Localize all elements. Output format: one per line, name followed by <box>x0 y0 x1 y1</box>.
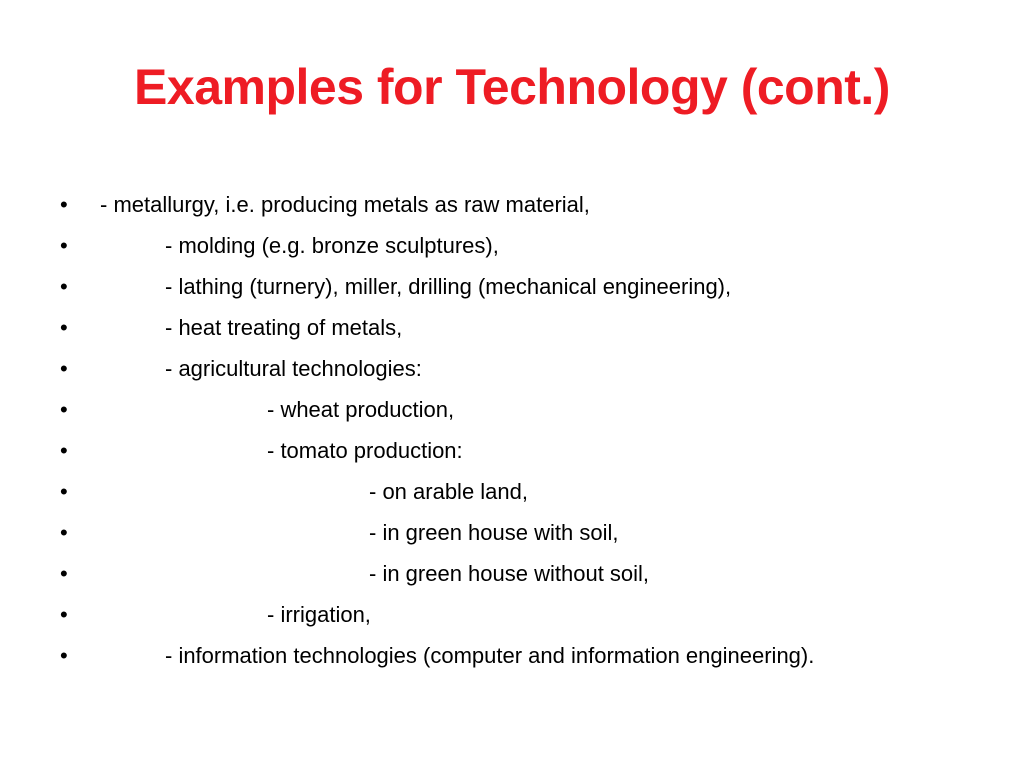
bullet-item <box>0 348 1024 389</box>
bullet-dot-icon: • <box>60 315 68 340</box>
bullet-item <box>0 307 1024 348</box>
bullet-item <box>0 512 1024 553</box>
bullet-text: - agricultural technologies: <box>165 356 422 381</box>
bullet-dot-icon: • <box>60 479 68 504</box>
bullet-item <box>0 266 1024 307</box>
bullet-text: - irrigation, <box>267 602 371 627</box>
bullet-item <box>0 389 1024 430</box>
bullet-item <box>0 471 1024 512</box>
bullet-text: - tomato production: <box>267 438 463 463</box>
bullet-text: - wheat production, <box>267 397 455 422</box>
bullet-text: - molding (e.g. bronze sculptures), <box>165 233 499 258</box>
bullet-text: - on arable land, <box>369 479 528 504</box>
bullet-text: - information technologies (computer and information engineering). <box>165 643 815 668</box>
bullet-list <box>0 184 1024 676</box>
bullet-dot-icon: • <box>60 438 68 463</box>
bullet-dot-icon: • <box>60 602 68 627</box>
slide-title: Examples for Technology (cont.) <box>134 59 890 115</box>
bullet-item <box>0 430 1024 471</box>
bullet-text: - lathing (turnery), miller, drilling (mechanical engineering), <box>165 274 732 299</box>
bullet-dot-icon: • <box>60 233 68 258</box>
bullet-item <box>0 635 1024 676</box>
bullet-dot-icon: • <box>60 397 68 422</box>
bullet-text: - in green house without soil, <box>369 561 650 586</box>
bullet-dot-icon: • <box>60 274 68 299</box>
bullet-dot-icon: • <box>60 192 68 217</box>
bullet-text: - in green house with soil, <box>369 520 619 545</box>
bullet-dot-icon: • <box>60 643 68 668</box>
bullet-item <box>0 225 1024 266</box>
bullet-dot-icon: • <box>60 520 68 545</box>
bullet-dot-icon: • <box>60 561 68 586</box>
bullet-text: - heat treating of metals, <box>165 315 403 340</box>
bullet-item <box>0 184 1024 225</box>
bullet-text: - metallurgy, i.e. producing metals as raw material, <box>100 192 590 217</box>
bullet-item <box>0 594 1024 635</box>
bullet-dot-icon: • <box>60 356 68 381</box>
bullet-item <box>0 553 1024 594</box>
